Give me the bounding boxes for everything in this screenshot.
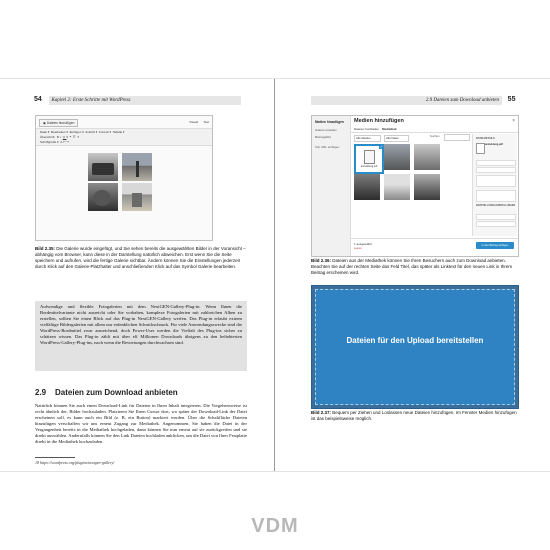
editor-menubar: Datei ▾ Bearbeiten ▾ Einfügen ▾ Ansicht ▾ Format ▾ Tabelle ▾	[40, 130, 125, 134]
image-content	[132, 193, 142, 207]
divider	[350, 132, 518, 133]
left-page	[0, 79, 274, 471]
image-content	[92, 163, 114, 175]
close-icon[interactable]: ×	[512, 118, 515, 124]
insert-into-post-button[interactable]: In den Beitrag einfügen	[476, 242, 514, 249]
italic-icon[interactable]: I	[60, 135, 63, 139]
quote-icon[interactable]: ❝	[69, 135, 73, 139]
menu-file[interactable]: Datei	[40, 130, 48, 134]
media-thumbnail[interactable]	[414, 144, 440, 170]
search-label: Suchen	[430, 134, 440, 138]
tab-visual[interactable]: Visuell	[189, 120, 198, 124]
upload-dropzone[interactable]	[315, 289, 515, 405]
section-number: 2.9	[35, 388, 47, 397]
title-field[interactable]	[476, 167, 516, 173]
url-field[interactable]	[476, 160, 516, 166]
footnote: 18 https://wordpress.org/plugins/nextgen-gallery/	[35, 460, 115, 465]
gallery-image[interactable]	[122, 183, 152, 211]
right-page	[275, 79, 550, 471]
right-page-header	[311, 95, 519, 104]
section-heading	[35, 388, 178, 397]
file-thumbnail-selected[interactable]	[354, 144, 384, 174]
footnote-rule	[35, 457, 75, 458]
media-thumbnail[interactable]	[384, 174, 410, 200]
menu-insert[interactable]: Einfügen	[69, 130, 82, 134]
menu-view[interactable]: Ansicht	[85, 130, 96, 134]
undo-icon[interactable]: ↶	[63, 140, 66, 144]
sidebar-item-url[interactable]: Von URL einfügen	[315, 145, 340, 149]
upload-message: Dateien für den Upload bereitstellen	[346, 336, 484, 345]
underline-icon[interactable]: U	[62, 135, 67, 139]
file-icon	[476, 143, 485, 154]
clear-selection-link[interactable]: Leeren	[354, 247, 362, 250]
format-icons-row	[40, 135, 81, 139]
sidebar-item-gallery[interactable]: Galerie erstellen	[315, 128, 337, 132]
caption-field[interactable]	[476, 175, 516, 187]
figure-caption	[35, 246, 247, 270]
gallery-image[interactable]	[88, 153, 118, 181]
book-spread	[0, 78, 550, 472]
figure-label: Bild 2.35:	[35, 246, 56, 251]
figure-caption-text: Bequem per Ziehen und Loslassen neue Dateien hinzufügen. Im Fenster Medien hinzufügen ist das beispielsweise möglich.	[311, 410, 517, 421]
image-content	[93, 190, 111, 206]
details-heading: DATEI-DETAILS	[476, 137, 495, 140]
gallery-image[interactable]	[122, 153, 152, 181]
chapter-title: Kapitel 2: Erste Schritte mit WordPress	[49, 96, 241, 105]
page-number: 54	[34, 96, 42, 103]
left-page-header	[34, 95, 254, 104]
sidebar-item-add-media[interactable]: Medien hinzufügen	[315, 120, 344, 124]
publisher-logo: VDM	[251, 515, 299, 537]
redo-icon[interactable]: ↷	[66, 140, 69, 144]
sidebar-item-featured[interactable]: Beitragsbild	[315, 135, 331, 139]
bold-icon[interactable]: B	[56, 135, 61, 139]
figure-caption-text: Dateien aus der Mediathek können Sie Ihren Besuchern auch zum Download anbieten. Beachten Sie auf der rechten Seite das Feld Titel, das später als Linktext für den neuen Link in Ihrem Beitrag erscheinen wird.	[311, 258, 513, 275]
document-icon	[364, 150, 375, 164]
search-input[interactable]	[444, 134, 470, 141]
menu-format[interactable]: Format	[99, 130, 109, 134]
format-select[interactable]: Überschrift	[40, 135, 55, 139]
figure-label: Bild 2.37:	[311, 410, 332, 415]
divider	[350, 238, 518, 239]
filter-media-select[interactable]: Alle Medien	[354, 135, 381, 142]
menu-table[interactable]: Tabelle	[112, 130, 123, 134]
list-icon[interactable]: ≡	[66, 135, 70, 139]
file-name: anmeldung.pdf	[485, 143, 503, 146]
upload-dropzone-screenshot	[311, 285, 519, 409]
description-field[interactable]	[476, 190, 516, 202]
fontsize-select[interactable]: Schriftgröße	[40, 140, 57, 144]
body-paragraph: Natürlich können Sie auch einen Download-Link für Dateien in Ihren Inhalt integrieren. Die Vorgehensweise ist recht ähnlich der, Bilder hochzuladen. Platzieren Sie Ihren Cursor dort, wo später der Download-Link der Datei erscheinen soll, es kann auch ein Bild (z. B. ein Button) markiert werden. Über die Schaltfläche Dateien hinzufügen verschaffen wir uns erneut Zugang zur Mediathek. Angenommen, Sie haben die Datei in der Vergangenheit bereits in die Mediathek hochgeladen, dann können Sie nun erneut auf sie zurückgreifen und sie direkt auswählen. Andernfalls können Sie den Link Dateien hochladen anklicken, um die Datei von Ihrer Festplatte direkt in die Mediathek hochzuladen.	[35, 403, 247, 444]
info-box	[35, 301, 247, 371]
menu-edit[interactable]: Bearbeiten	[51, 130, 66, 134]
chapter-title: 2.9 Dateien zum Download anbieten	[311, 96, 502, 105]
figure-caption	[311, 258, 517, 276]
align-icon[interactable]: ☰	[72, 135, 77, 139]
color-icon[interactable]: A	[60, 140, 63, 144]
editor-screenshot	[35, 115, 213, 241]
modal-sidebar	[312, 116, 351, 256]
link-url-field[interactable]	[476, 221, 516, 227]
editor-toolbar	[36, 128, 212, 146]
tab-text[interactable]: Text	[203, 120, 209, 124]
link-select[interactable]	[476, 214, 516, 220]
filter-date-select[interactable]: Alle Daten	[384, 135, 409, 142]
media-modal-screenshot	[311, 115, 519, 257]
selected-count: 1 ausgewählt	[354, 242, 372, 246]
image-content	[136, 161, 139, 177]
info-box-text: Aufwendige und flexible Fotogalerien mit dem NextGEN-Gallery-Plug-in. Wenn Ihnen die Bordmittelvariante nicht ausreicht oder Sie vorhaben, komplexe Fotogalerien mit zahlreichen Alben zu erstellen, sollten Sie einen Blick auf das Plug-in NextGEN-Gallery werfen. Das Plug-in erlaubt extrem vielfältige Bildergalerien mit allem nur erdenklichen Schnickschnack. Für viele Anwendungszwecke sind die WordPress-Bordmittel zwar ausreichend, doch Power-User werden die Vielfalt des Plug-ins sicher zu schätzen wissen. Das Plug-in zählt mit über elf Millionen Downloads übrigens zu den beliebtesten WordPress-Gallery-Plug-ins, nach wenn die Bewertungen durchwachsen sind.	[40, 304, 242, 345]
figure-caption-text: Die Galerie wurde eingefügt, und Sie sehen bereits die ausgewählten Bilder in der Voransicht – abhängig vom Browser, kann diese in der Darstellung natürlich abweichen. Erst wenn Sie die Seite speichern und aufrufen, wird die fertige Galerie sichtbar. Ändern können Sie die Einstellungen jederzeit durch Klick auf den Galerie-Platzhalter und anschließenden Klick auf das Symbol Galerie bearbeiten.	[35, 246, 246, 269]
figure-label: Bild 2.36:	[311, 258, 332, 263]
media-thumbnail[interactable]	[414, 174, 440, 200]
details-panel	[472, 134, 517, 236]
add-media-button[interactable]: ▣ Dateien hinzufügen	[39, 119, 78, 127]
section-title: Dateien zum Download anbieten	[55, 388, 178, 397]
media-icon: ▣	[43, 121, 47, 125]
check-icon[interactable]: ✓	[379, 144, 384, 149]
modal-title: Medien hinzufügen	[354, 118, 404, 124]
tab-upload[interactable]: Dateien hochladen	[354, 127, 380, 131]
tab-library[interactable]: Mediathek	[382, 127, 397, 131]
link-icon[interactable]: ⚭	[76, 135, 81, 139]
media-thumbnail[interactable]	[384, 144, 410, 170]
gallery-image[interactable]	[88, 183, 118, 211]
file-thumbnail-name: anmeldung.pdf	[360, 165, 378, 168]
fontsize-row: Schriftgröße ▾ A ↶ ↷	[40, 140, 69, 144]
settings-heading: DARSTELLUNGS-EINSTELLUNGEN	[476, 205, 516, 207]
page-number: 55	[507, 96, 516, 103]
media-thumbnail[interactable]	[354, 174, 380, 200]
figure-caption	[311, 410, 517, 422]
